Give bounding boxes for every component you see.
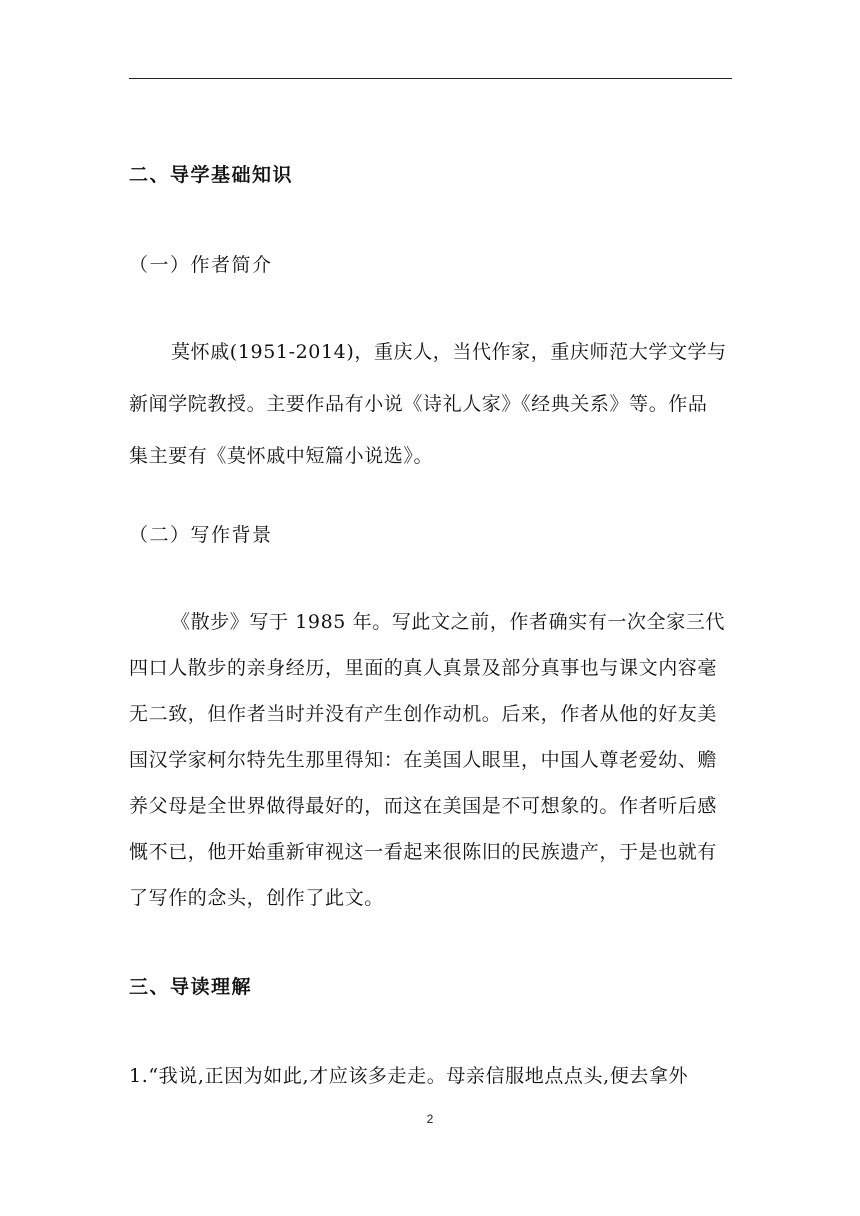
- section-heading-3: 三、导读理解: [129, 976, 253, 998]
- section-heading-2: 二、导学基础知识: [129, 164, 294, 186]
- paragraph-line: 《散步》写于 1985 年。写此文之前，作者确实有一次全家三代: [171, 611, 726, 633]
- paragraph-line: 养父母是全世界做得最好的，而这在美国是不可想象的。作者听后感: [129, 795, 718, 817]
- paragraph-line: 莫怀戚(1951-2014)，重庆人，当代作家，重庆师范大学文学与: [171, 341, 727, 363]
- question-1: [129, 1057, 735, 1095]
- header-rule: [129, 78, 732, 79]
- paragraph-line: 四口人散步的亲身经历，里面的真人真景及部分真事也与课文内容毫: [129, 657, 718, 679]
- paragraph-line: 慨不已，他开始重新审视这一看起来很陈旧的民族遗产，于是也就有: [129, 841, 718, 863]
- background-paragraph: [129, 603, 735, 917]
- paragraph-line: 集主要有《莫怀戚中短篇小说选》。: [129, 445, 434, 467]
- sub-heading-background: （二）写作背景: [129, 524, 273, 546]
- paragraph-line: 国汉学家柯尔特先生那里得知：在美国人眼里，中国人尊老爱幼、赡: [129, 749, 718, 771]
- author-intro-paragraph: [129, 333, 735, 475]
- paragraph-line: 无二致，但作者当时并没有产生创作动机。后来，作者从他的好友美: [129, 703, 718, 725]
- paragraph-line: 新闻学院教授。主要作品有小说《诗礼人家》《经典关系》等。作品: [129, 393, 708, 415]
- question-line: 1.“我说,正因为如此,才应该多走走。母亲信服地点点头,便去拿外: [129, 1065, 689, 1087]
- paragraph-line: 了写作的念头，创作了此文。: [129, 887, 384, 909]
- sub-heading-author-intro: （一）作者简介: [129, 254, 273, 276]
- page-number: 2: [426, 1112, 434, 1126]
